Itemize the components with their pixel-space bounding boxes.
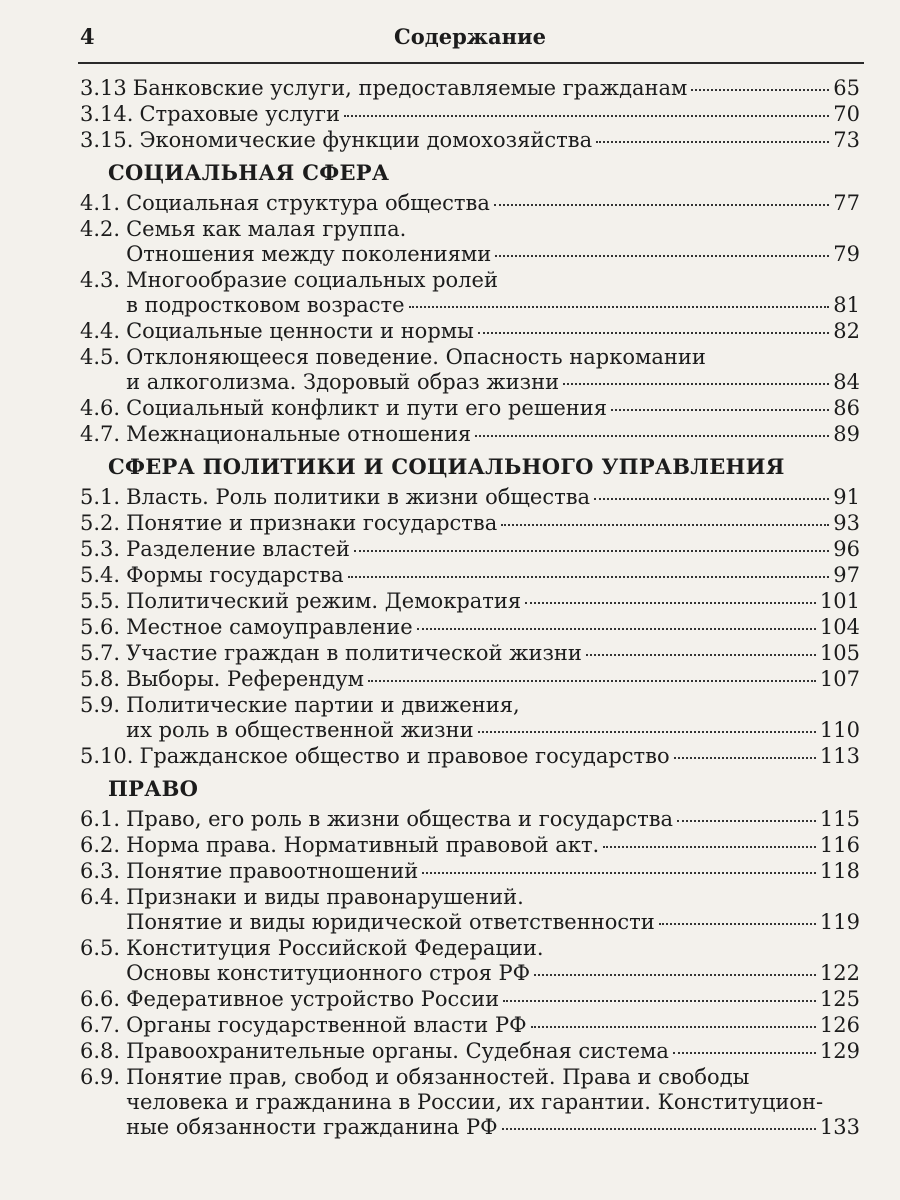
toc-line xyxy=(80,718,860,743)
toc-line xyxy=(80,345,860,370)
toc-line xyxy=(80,76,860,101)
toc-line xyxy=(80,833,860,858)
toc-entry[interactable] xyxy=(80,936,860,986)
section-heading: ПРАВО xyxy=(108,776,199,801)
entry-title: Экономические функции домохозяйства xyxy=(139,128,593,152)
entry-title: Правоохранительные органы. Судебная система xyxy=(126,1039,669,1063)
entry-title: их роль в общественной жизни xyxy=(126,718,474,742)
toc-entry[interactable] xyxy=(80,833,860,858)
entry-title: Власть. Роль политики в жизни общества xyxy=(126,485,591,509)
toc-entry[interactable] xyxy=(80,744,860,769)
entry-title: Федеративное устройство России xyxy=(126,987,500,1011)
entry-number: 5.7. xyxy=(80,641,121,665)
dot-leader xyxy=(677,820,816,822)
dot-leader xyxy=(478,332,829,334)
entry-page-number: 122 xyxy=(819,961,860,985)
dot-leader xyxy=(494,204,829,206)
entry-title: Гражданское общество и правовое государство xyxy=(139,744,670,768)
entry-title: Участие граждан в политической жизни xyxy=(126,641,582,665)
entry-number: 5.8. xyxy=(80,667,121,691)
toc-entry[interactable] xyxy=(80,693,860,743)
entry-number: 3.15. xyxy=(80,128,134,152)
toc-entry[interactable] xyxy=(80,128,860,153)
toc-entry[interactable] xyxy=(80,511,860,536)
entry-number: 4.6. xyxy=(80,396,121,420)
entry-page-number: 96 xyxy=(833,537,860,561)
toc-line xyxy=(80,859,860,884)
toc-entry[interactable] xyxy=(80,537,860,562)
entry-title: Понятие и виды юридической ответственности xyxy=(126,910,655,934)
entry-page-number: 84 xyxy=(833,370,860,394)
page-header xyxy=(80,22,860,56)
entry-title: Понятие прав, свобод и обязанностей. Права и свободы xyxy=(126,1065,750,1089)
entry-title: и алкоголизма. Здоровый образ жизни xyxy=(126,370,560,394)
entry-page-number: 118 xyxy=(819,859,860,883)
entry-number: 3.14. xyxy=(80,102,134,126)
toc-line xyxy=(80,807,860,832)
toc-line xyxy=(80,693,860,718)
entry-page-number: 133 xyxy=(819,1115,860,1139)
dot-leader xyxy=(422,872,816,874)
entry-number: 3.13 xyxy=(80,76,127,100)
toc-entry[interactable] xyxy=(80,1039,860,1064)
entry-page-number: 91 xyxy=(833,485,860,509)
entry-title: человека и гражданина в России, их гарантии. Конституцион- xyxy=(126,1090,824,1114)
toc-entry[interactable] xyxy=(80,1065,860,1140)
page-number: 4 xyxy=(80,24,95,49)
toc-line xyxy=(80,936,860,961)
entry-page-number: 97 xyxy=(833,563,860,587)
header-rule xyxy=(78,62,864,64)
toc-line xyxy=(80,511,860,536)
entry-page-number: 93 xyxy=(833,511,860,535)
entry-number: 5.9. xyxy=(80,693,121,717)
toc-line xyxy=(80,319,860,344)
toc-entry[interactable] xyxy=(80,987,860,1012)
entry-number: 6.8. xyxy=(80,1039,121,1063)
entry-title: Политические партии и движения, xyxy=(126,693,520,717)
entry-title: Местное самоуправление xyxy=(126,615,413,639)
entry-page-number: 104 xyxy=(819,615,860,639)
dot-leader xyxy=(659,923,816,925)
entry-number: 4.5. xyxy=(80,345,121,369)
toc-line xyxy=(80,961,860,986)
toc-entry[interactable] xyxy=(80,485,860,510)
dot-leader xyxy=(475,435,829,437)
dot-leader xyxy=(691,89,829,91)
entry-page-number: 107 xyxy=(819,667,860,691)
entry-page-number: 82 xyxy=(833,319,860,343)
dot-leader xyxy=(344,115,829,117)
entry-title: Органы государственной власти РФ xyxy=(126,1013,527,1037)
entry-page-number: 119 xyxy=(819,910,860,934)
toc-line xyxy=(80,268,860,293)
entry-title: Выборы. Референдум xyxy=(126,667,364,691)
entry-title: Формы государства xyxy=(126,563,344,587)
entry-number: 6.9. xyxy=(80,1065,121,1089)
entry-title: Норма права. Нормативный правовой акт. xyxy=(126,833,600,857)
entry-title: Отношения между поколениями xyxy=(126,242,492,266)
dot-leader xyxy=(409,306,830,308)
entry-page-number: 81 xyxy=(833,293,860,317)
entry-title: Понятие правоотношений xyxy=(126,859,419,883)
dot-leader xyxy=(596,141,829,143)
entry-number: 4.3. xyxy=(80,268,121,292)
dot-leader xyxy=(674,757,816,759)
toc-entry[interactable] xyxy=(80,102,860,127)
entry-title: ные обязанности гражданина РФ xyxy=(126,1115,498,1139)
entry-number: 5.1. xyxy=(80,485,121,509)
entry-page-number: 110 xyxy=(819,718,860,742)
dot-leader xyxy=(586,654,816,656)
toc-line xyxy=(80,615,860,640)
dot-leader xyxy=(531,1026,816,1028)
toc-line xyxy=(80,242,860,267)
entry-title: Страховые услуги xyxy=(139,102,341,126)
entry-number: 6.5. xyxy=(80,936,121,960)
entry-page-number: 126 xyxy=(819,1013,860,1037)
toc-line xyxy=(80,885,860,910)
entry-title: Признаки и виды правонарушений. xyxy=(126,885,524,909)
entry-page-number: 105 xyxy=(819,641,860,665)
toc-entry[interactable] xyxy=(80,667,860,692)
entry-page-number: 129 xyxy=(819,1039,860,1063)
toc-entry[interactable] xyxy=(80,563,860,588)
entry-number: 5.5. xyxy=(80,589,121,613)
entry-number: 5.2. xyxy=(80,511,121,535)
toc-line xyxy=(80,396,860,421)
toc-entry[interactable] xyxy=(80,859,860,884)
toc-line xyxy=(80,563,860,588)
toc-entry[interactable] xyxy=(80,589,860,614)
dot-leader xyxy=(503,1000,816,1002)
toc-entry[interactable] xyxy=(80,422,860,447)
toc-line xyxy=(80,537,860,562)
toc-entry[interactable] xyxy=(80,1013,860,1038)
entry-title: Социальная структура общества xyxy=(126,191,490,215)
entry-page-number: 115 xyxy=(819,807,860,831)
dot-leader xyxy=(534,974,816,976)
entry-page-number: 125 xyxy=(819,987,860,1011)
entry-number: 5.10. xyxy=(80,744,134,768)
entry-page-number: 113 xyxy=(819,744,860,768)
dot-leader xyxy=(501,524,829,526)
entry-title: Социальный конфликт и пути его решения xyxy=(126,396,608,420)
dot-leader xyxy=(478,731,816,733)
entry-title: Социальные ценности и нормы xyxy=(126,319,474,343)
toc-entry[interactable] xyxy=(80,76,860,101)
entry-number: 6.1. xyxy=(80,807,121,831)
toc-line xyxy=(80,370,860,395)
toc-entry[interactable] xyxy=(80,217,860,267)
entry-page-number: 77 xyxy=(833,191,860,215)
toc-line xyxy=(80,589,860,614)
toc-line xyxy=(80,422,860,447)
entry-number: 6.4. xyxy=(80,885,121,909)
entry-title: в подростковом возрасте xyxy=(126,293,405,317)
toc-line xyxy=(80,667,860,692)
dot-leader xyxy=(603,846,816,848)
dot-leader xyxy=(525,602,816,604)
toc-line xyxy=(80,1090,860,1115)
entry-title: Межнациональные отношения xyxy=(126,422,472,446)
entry-page-number: 65 xyxy=(833,76,860,100)
entry-number: 5.3. xyxy=(80,537,121,561)
entry-number: 6.3. xyxy=(80,859,121,883)
entry-page-number: 101 xyxy=(819,589,860,613)
dot-leader xyxy=(673,1052,816,1054)
toc-line xyxy=(80,1115,860,1140)
page-title: Содержание xyxy=(394,24,546,49)
entry-number: 6.6. xyxy=(80,987,121,1011)
entry-title: Конституция Российской Федерации. xyxy=(126,936,544,960)
toc-entry[interactable] xyxy=(80,191,860,216)
toc-entry[interactable] xyxy=(80,319,860,344)
dot-leader xyxy=(594,498,829,500)
entry-number: 5.4. xyxy=(80,563,121,587)
dot-leader xyxy=(368,680,816,682)
toc-line xyxy=(80,217,860,242)
entry-number: 4.2. xyxy=(80,217,121,241)
entry-number: 4.1. xyxy=(80,191,121,215)
entry-page-number: 73 xyxy=(833,128,860,152)
toc-line xyxy=(80,641,860,666)
entry-title: Многообразие социальных ролей xyxy=(126,268,498,292)
toc-line xyxy=(80,1039,860,1064)
toc-line xyxy=(80,910,860,935)
table-of-contents xyxy=(80,76,860,1141)
entry-number: 5.6. xyxy=(80,615,121,639)
toc-line xyxy=(80,744,860,769)
entry-title: Право, его роль в жизни общества и государства xyxy=(126,807,674,831)
dot-leader xyxy=(417,628,816,630)
entry-title: Понятие и признаки государства xyxy=(126,511,498,535)
toc-entry[interactable] xyxy=(80,396,860,421)
entry-title: Отклоняющееся поведение. Опасность наркомании xyxy=(126,345,706,369)
dot-leader xyxy=(495,255,829,257)
entry-title: Семья как малая группа. xyxy=(126,217,407,241)
section-heading: СОЦИАЛЬНАЯ СФЕРА xyxy=(108,160,390,185)
dot-leader xyxy=(563,383,829,385)
toc-entry[interactable] xyxy=(80,268,860,318)
toc-line xyxy=(80,191,860,216)
toc-line xyxy=(80,1013,860,1038)
toc-line xyxy=(80,293,860,318)
section-heading: СФЕРА ПОЛИТИКИ И СОЦИАЛЬНОГО УПРАВЛЕНИЯ xyxy=(108,454,785,479)
dot-leader xyxy=(611,409,829,411)
toc-line xyxy=(80,485,860,510)
toc-line xyxy=(80,102,860,127)
toc-line xyxy=(80,1065,860,1090)
dot-leader xyxy=(502,1128,816,1130)
entry-title: Разделение властей xyxy=(126,537,350,561)
entry-title: Политический режим. Демократия xyxy=(126,589,522,613)
toc-entry[interactable] xyxy=(80,345,860,395)
entry-number: 4.4. xyxy=(80,319,121,343)
dot-leader xyxy=(348,576,830,578)
toc-entry[interactable] xyxy=(80,641,860,666)
entry-number: 4.7. xyxy=(80,422,121,446)
entry-page-number: 89 xyxy=(833,422,860,446)
toc-line xyxy=(80,128,860,153)
entry-page-number: 70 xyxy=(833,102,860,126)
entry-number: 6.2. xyxy=(80,833,121,857)
toc-entry[interactable] xyxy=(80,885,860,935)
entry-page-number: 86 xyxy=(833,396,860,420)
dot-leader xyxy=(354,550,829,552)
toc-entry[interactable] xyxy=(80,615,860,640)
entry-number: 6.7. xyxy=(80,1013,121,1037)
entry-page-number: 79 xyxy=(833,242,860,266)
toc-entry[interactable] xyxy=(80,807,860,832)
entry-title: Банковские услуги, предоставляемые гражданам xyxy=(132,76,688,100)
entry-title: Основы конституционного строя РФ xyxy=(126,961,531,985)
toc-line xyxy=(80,987,860,1012)
entry-page-number: 116 xyxy=(819,833,860,857)
